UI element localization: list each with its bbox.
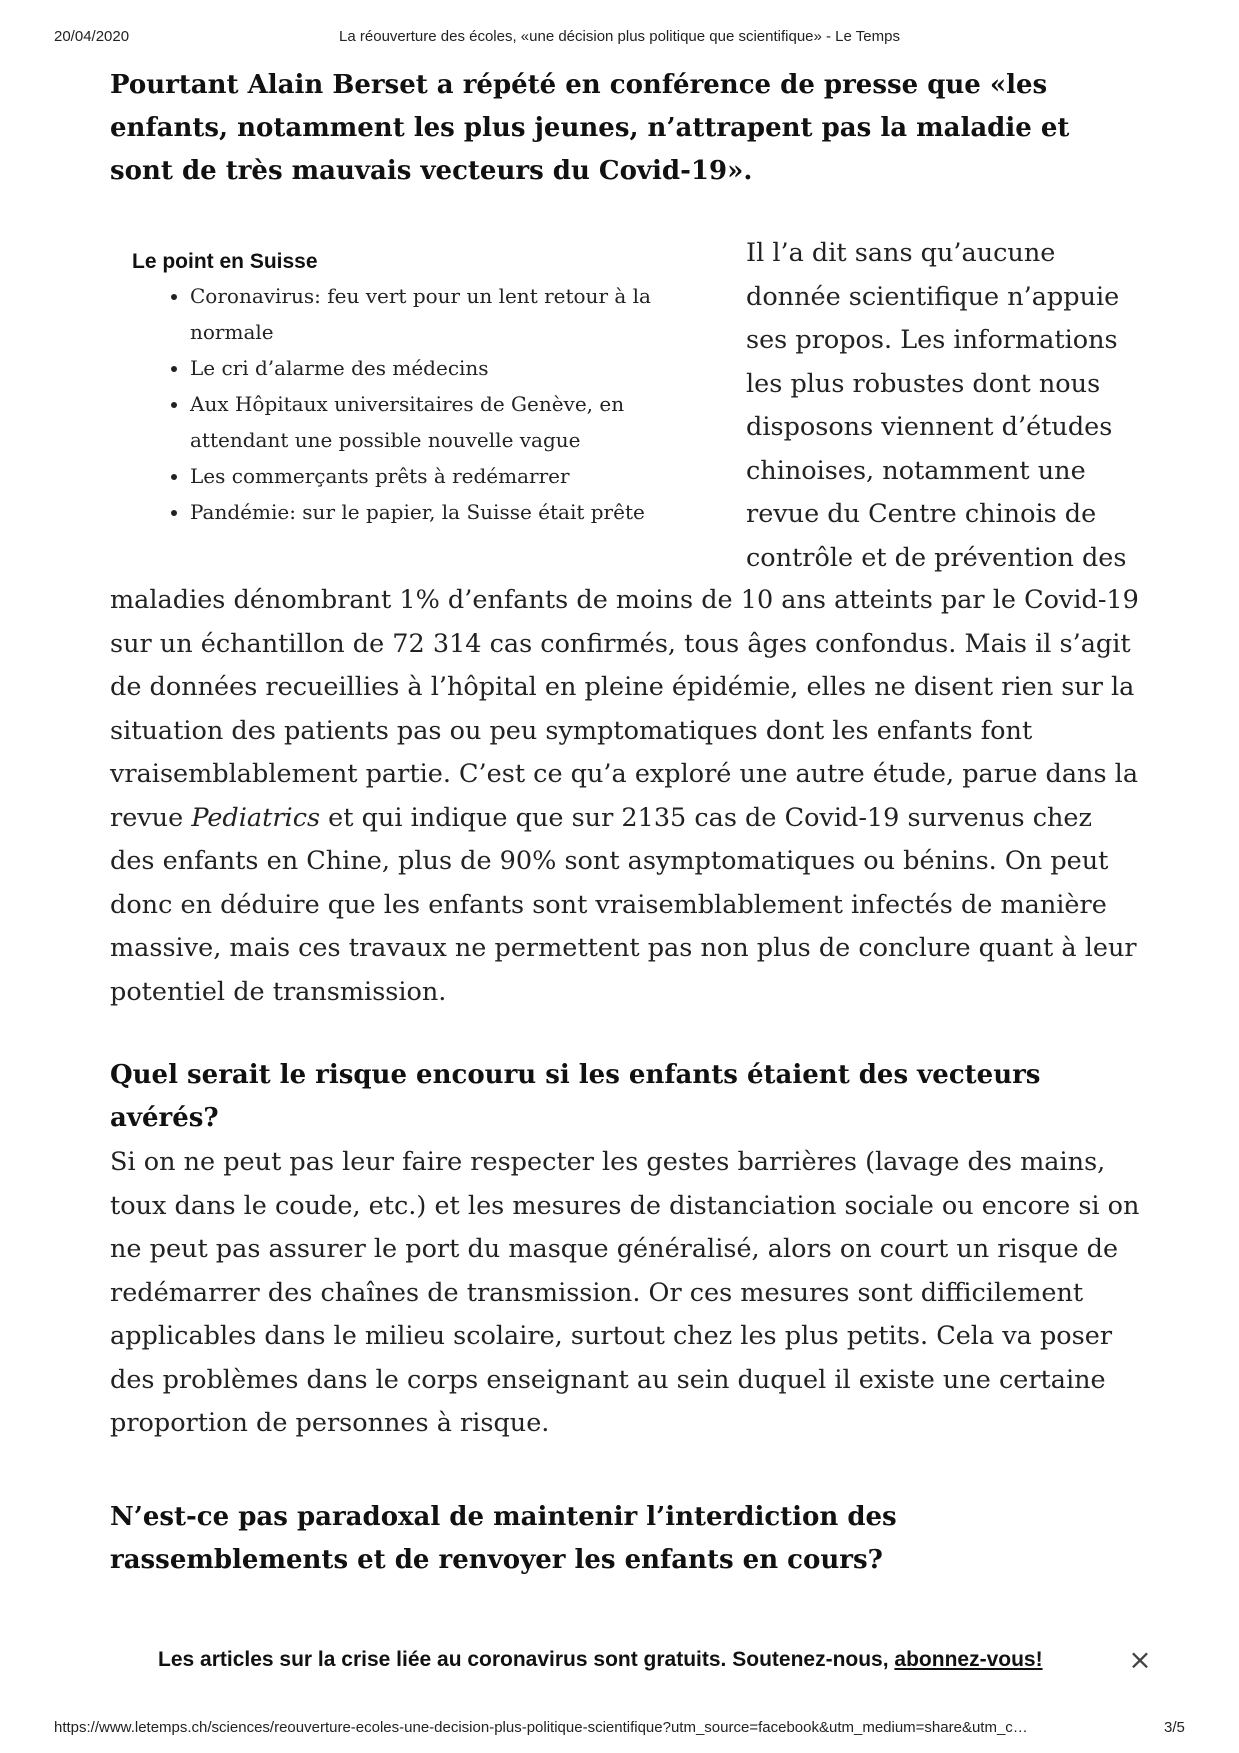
banner-text <box>158 1648 1043 1672</box>
print-date: 20/04/2020 <box>54 28 130 45</box>
related-item <box>190 350 692 386</box>
related-link[interactable]: Pandémie: sur le papier, la Suisse était prête <box>190 500 645 524</box>
related-list <box>132 278 692 530</box>
article-right-column <box>746 232 1146 580</box>
paragraph-1-continued <box>110 579 1140 1014</box>
print-url: https://www.letemps.ch/sciences/reouverture-ecoles-une-decision-plus-politique-scientifique?utm_source=facebook&utm_medium=share&utm_c… <box>54 1719 1028 1736</box>
print-page-number: 3/5 <box>1164 1719 1185 1736</box>
question-2-heading: N’est-ce pas paradoxal de maintenir l’interdiction des rassemblements et de renvoyer les enfants en cours? <box>110 1502 897 1575</box>
paragraph-1-part-b: et qui indique que sur 2135 cas de Covid-19 survenus chez des enfants en Chine, plus de 90% sont asymptomatiques ou bénins. On peut donc en déduire que les enfants sont vraisemblablement infectés de manière massive, mais ces travaux ne permettent pas non plus de conclure quant à leur potentiel de transmission. <box>110 802 1137 1007</box>
paragraph-2-block <box>110 1141 1140 1446</box>
related-heading: Le point en Suisse <box>132 250 318 273</box>
print-footer <box>0 1719 1239 1741</box>
related-item <box>190 278 692 350</box>
paragraph-1-part-a: maladies dénombrant 1% d’enfants de moins de 10 ans atteints par le Covid-19 sur un échantillon de 72 314 cas confirmés, tous âges confondus. Mais il s’agit de données recueillies à l’hôpital en pleine épidémie, elles ne disent rien sur la situation des patients pas ou peu symptomatiques dont les enfants font vraisemblablement partie. C’est ce qu’a exploré une autre étude, parue dans la revue <box>110 585 1139 833</box>
paragraph-1-start: Il l’a dit sans qu’aucune donnée scientifique n’appuie ses propos. Les informations les plus robustes dont nous disposons viennent d’études chinoises, notamment une revue du Centre chinois de contrôle et de prévention des <box>746 238 1127 573</box>
lead-paragraph: Pourtant Alain Berset a répété en conférence de presse que «les enfants, notamment les plus jeunes, n’attrapent pas la maladie et sont de très mauvais vecteurs du Covid-19». <box>110 70 1070 186</box>
question-1-heading: Quel serait le risque encouru si les enfants étaient des vecteurs avérés? <box>110 1060 1041 1133</box>
banner-message: Les articles sur la crise liée au coronavirus sont gratuits. Soutenez-nous, <box>158 1648 895 1671</box>
paragraph-1-text <box>110 579 1140 1014</box>
related-item <box>190 458 692 494</box>
subscribe-link[interactable]: abonnez-vous! <box>894 1648 1043 1671</box>
question-1-block <box>110 1054 1140 1140</box>
paragraph-2: Si on ne peut pas leur faire respecter les gestes barrières (lavage des mains, toux dans le coude, etc.) et les mesures de distanciation sociale ou encore si on ne peut pas assurer le port du masque généralisé, alors on court un risque de redémarrer des chaînes de transmission. Or ces mesures sont difficilement applicables dans le milieu scolaire, surtout chez les plus petits. Cela va poser des problèmes dans le corps enseignant au sein duquel il existe une certaine proportion de personnes à risque. <box>110 1147 1140 1438</box>
related-link[interactable]: Les commerçants prêts à redémarrer <box>190 464 570 488</box>
print-header <box>0 28 1239 52</box>
related-link[interactable]: Le cri d’alarme des médecins <box>190 356 489 380</box>
question-2-block <box>110 1496 1140 1582</box>
close-icon[interactable]: × <box>1128 1643 1152 1676</box>
related-item <box>190 494 692 530</box>
related-link[interactable]: Aux Hôpitaux universitaires de Genève, en attendant une possible nouvelle vague <box>190 392 625 452</box>
print-page-title: La réouverture des écoles, «une décision plus politique que scientifique» - Le Temps <box>339 28 900 45</box>
related-item <box>190 386 692 458</box>
related-articles-box <box>132 250 692 530</box>
related-link[interactable]: Coronavirus: feu vert pour un lent retour à la normale <box>190 284 651 344</box>
subscription-banner <box>0 1638 1239 1688</box>
journal-name: Pediatrics <box>191 802 321 833</box>
